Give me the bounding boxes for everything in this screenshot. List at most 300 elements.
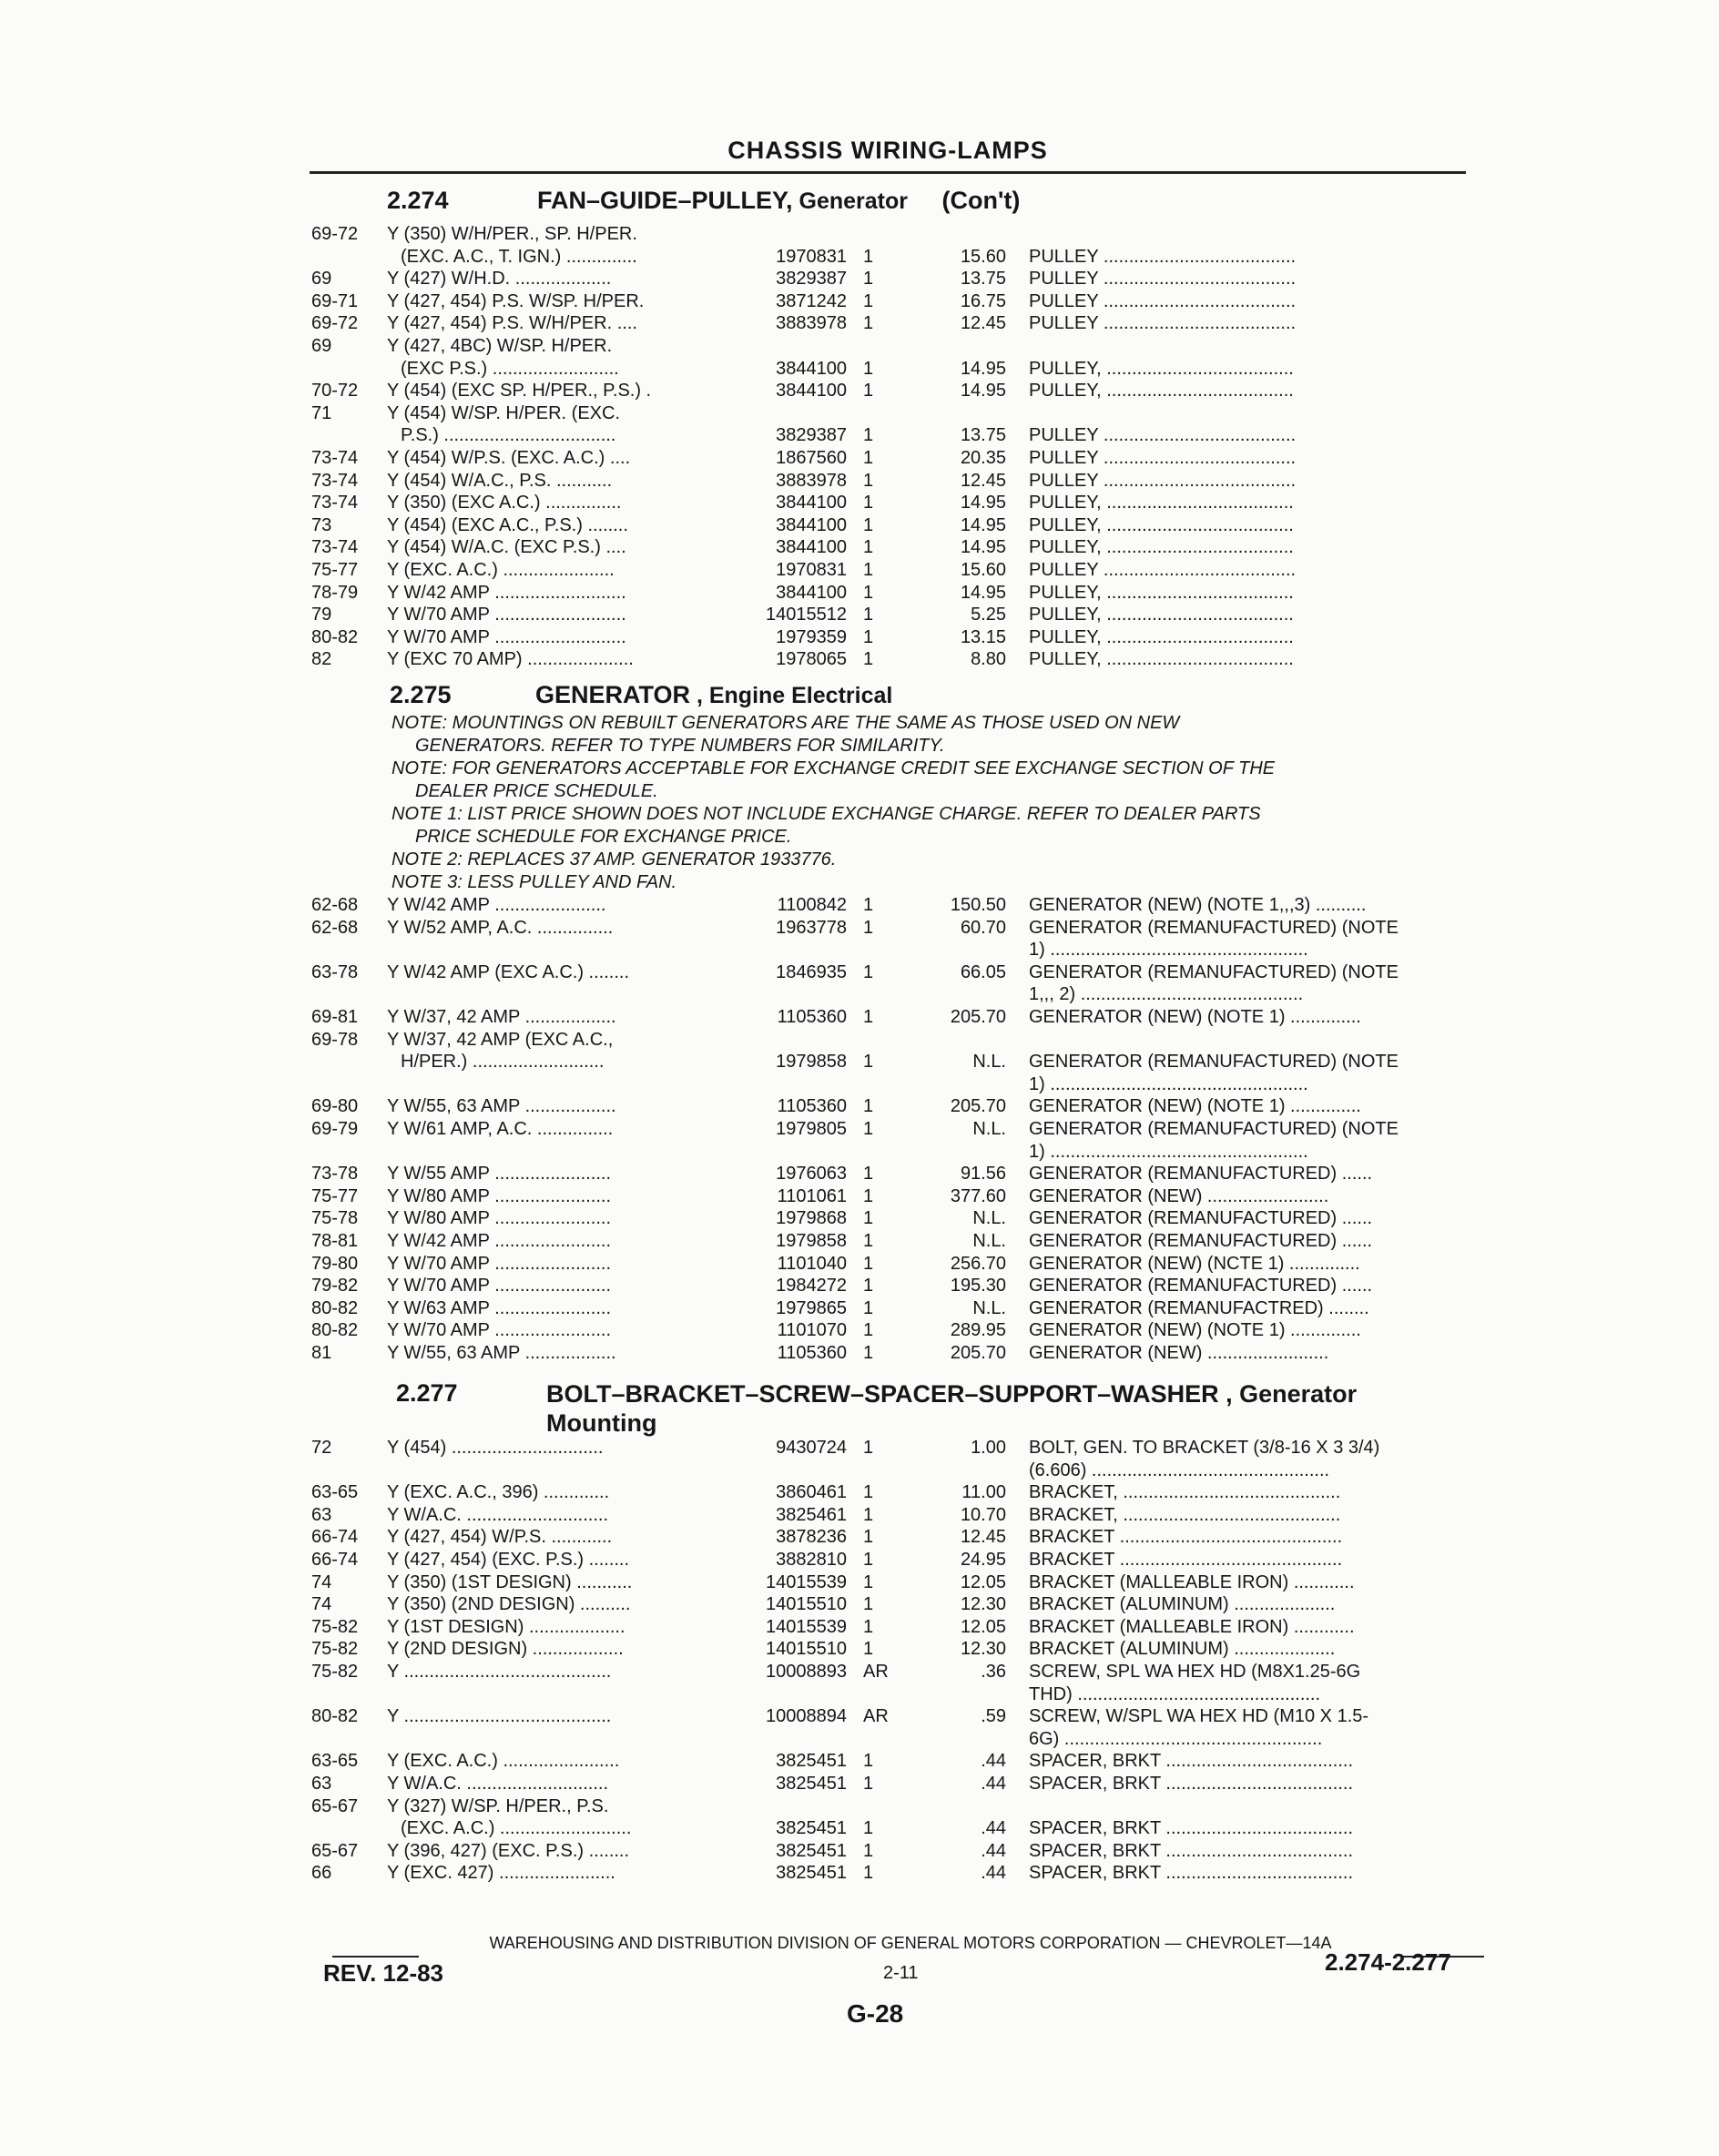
quantity: 1 bbox=[863, 358, 874, 379]
description: Y (427, 454) P.S. W/H/PER. .... bbox=[387, 313, 637, 334]
description: Y (427, 454) W/P.S. ............ bbox=[387, 1527, 613, 1548]
list-price: N.L. bbox=[972, 1231, 1006, 1251]
part-name: PULLEY, ..................................... bbox=[1029, 605, 1294, 625]
part-name: GENERATOR (REMANUFACTURED) ...... bbox=[1029, 1276, 1373, 1297]
part-name: PULLEY ...................................... bbox=[1029, 313, 1297, 334]
g-page-number: G-28 bbox=[847, 1999, 904, 2028]
description: Y (427, 454) (EXC. P.S.) ........ bbox=[387, 1550, 630, 1570]
model-years: 78-79 bbox=[311, 582, 359, 603]
quantity: 1 bbox=[863, 1482, 874, 1503]
part-number: 3825451 bbox=[776, 1840, 847, 1861]
part-name: GENERATOR (REMANUFACTRED) ........ bbox=[1029, 1297, 1369, 1318]
list-price: 205.70 bbox=[950, 1007, 1006, 1027]
description: Y (396, 427) (EXC. P.S.) ........ bbox=[387, 1840, 630, 1861]
part-name: GENERATOR (REMANUFACTURED) ...... bbox=[1029, 1231, 1373, 1251]
quantity: 1 bbox=[863, 493, 874, 514]
part-number: 3844100 bbox=[776, 537, 847, 558]
part-name: SCREW, SPL WA HEX HD (M8X1.25-6G bbox=[1029, 1662, 1361, 1682]
quantity: 1 bbox=[863, 381, 874, 402]
list-price: 289.95 bbox=[950, 1320, 1006, 1341]
part-number: 1970831 bbox=[776, 560, 847, 580]
description: Y W/42 AMP ....................... bbox=[387, 1231, 612, 1251]
part-name: BOLT, GEN. TO BRACKET (3/8-16 X 3 3/4) bbox=[1029, 1438, 1380, 1458]
description: Y (454) W/A.C. (EXC P.S.) .... bbox=[387, 537, 626, 558]
list-price: N.L. bbox=[972, 1208, 1006, 1229]
description: Y W/42 AMP (EXC A.C.) ........ bbox=[387, 961, 630, 982]
footer-rule-left bbox=[332, 1956, 419, 1958]
part-number: 3844100 bbox=[776, 493, 847, 514]
part-number: 1846935 bbox=[776, 961, 847, 982]
model-years: 75-77 bbox=[311, 1185, 359, 1206]
description: Y (EXC. A.C.) ...................... bbox=[387, 560, 615, 580]
part-number: 1978065 bbox=[776, 649, 847, 670]
part-number: 1979858 bbox=[776, 1231, 847, 1251]
model-years: 69-71 bbox=[311, 290, 359, 311]
quantity: 1 bbox=[863, 313, 874, 334]
description: Y (350) W/H/PER., SP. H/PER. bbox=[387, 224, 637, 244]
model-years: 62-68 bbox=[311, 917, 359, 938]
part-name: PULLEY, ..................................... bbox=[1029, 358, 1294, 379]
revision-date: REV. 12-83 bbox=[323, 1959, 444, 1987]
part-number: 3825451 bbox=[776, 1774, 847, 1794]
part-number: 3844100 bbox=[776, 514, 847, 535]
model-years: 75-82 bbox=[311, 1662, 359, 1682]
part-number: 14015512 bbox=[766, 605, 847, 625]
model-years: 73-74 bbox=[311, 470, 359, 491]
quantity: 1 bbox=[863, 1253, 874, 1274]
part-name: PULLEY ...................................... bbox=[1029, 425, 1297, 446]
model-years: 73-74 bbox=[311, 537, 359, 558]
model-years: 63 bbox=[311, 1774, 332, 1794]
model-years: 74 bbox=[311, 1594, 332, 1615]
list-price: 16.75 bbox=[960, 290, 1006, 311]
part-name: BRACKET ............................................ bbox=[1029, 1550, 1343, 1570]
quantity: AR bbox=[863, 1706, 889, 1727]
part-name: 1) ................................................... bbox=[1029, 940, 1308, 961]
description: Y W/61 AMP, A.C. ............... bbox=[387, 1119, 614, 1139]
part-number: 10008893 bbox=[766, 1662, 847, 1682]
part-number: 3825451 bbox=[776, 1863, 847, 1884]
note-line: NOTE 2: REPLACES 37 AMP. GENERATOR 1933776. bbox=[392, 849, 837, 870]
part-number: 1100842 bbox=[777, 895, 847, 915]
description: Y (2ND DESIGN) .................. bbox=[387, 1639, 624, 1660]
description: Y W/A.C. ............................ bbox=[387, 1504, 609, 1525]
part-number: 1101070 bbox=[777, 1320, 847, 1341]
part-number: 1867560 bbox=[776, 448, 847, 468]
quantity: 1 bbox=[863, 1343, 874, 1363]
part-name: (6.606) ............................................... bbox=[1029, 1459, 1330, 1480]
model-years: 80-82 bbox=[311, 1297, 359, 1318]
list-price: 14.95 bbox=[960, 582, 1006, 603]
part-number: 14015510 bbox=[766, 1639, 847, 1660]
description: Y W/63 AMP ....................... bbox=[387, 1297, 612, 1318]
description: Y (327) W/SP. H/PER., P.S. bbox=[387, 1795, 609, 1816]
list-price: 13.15 bbox=[960, 626, 1006, 647]
model-years: 74 bbox=[311, 1571, 332, 1592]
quantity: 1 bbox=[863, 470, 874, 491]
list-price: .44 bbox=[981, 1863, 1006, 1884]
note-line: DEALER PRICE SCHEDULE. bbox=[415, 781, 658, 801]
part-number: 3844100 bbox=[776, 358, 847, 379]
quantity: 1 bbox=[863, 1276, 874, 1297]
model-years: 66-74 bbox=[311, 1527, 359, 1548]
quantity: 1 bbox=[863, 1231, 874, 1251]
description: Y (454) (EXC A.C., P.S.) ........ bbox=[387, 514, 628, 535]
part-number: 1101061 bbox=[777, 1185, 847, 1206]
quantity: 1 bbox=[863, 1052, 874, 1073]
part-name: PULLEY ...................................... bbox=[1029, 246, 1297, 267]
list-price: 66.05 bbox=[960, 961, 1006, 982]
quantity: 1 bbox=[863, 1571, 874, 1592]
part-name: GENERATOR (NEW) ........................ bbox=[1029, 1343, 1329, 1363]
part-name: PULLEY ...................................... bbox=[1029, 269, 1297, 290]
quantity: 1 bbox=[863, 1751, 874, 1772]
list-price: 14.95 bbox=[960, 514, 1006, 535]
model-years: 82 bbox=[311, 649, 332, 670]
part-number: 14015539 bbox=[766, 1616, 847, 1637]
part-number: 1105360 bbox=[777, 1096, 847, 1117]
model-years: 65-67 bbox=[311, 1795, 359, 1816]
part-number: 3829387 bbox=[776, 269, 847, 290]
part-name: PULLEY, ..................................... bbox=[1029, 381, 1294, 402]
part-name: SPACER, BRKT ..................................... bbox=[1029, 1751, 1354, 1772]
quantity: AR bbox=[863, 1662, 889, 1682]
list-price: N.L. bbox=[972, 1297, 1006, 1318]
quantity: 1 bbox=[863, 269, 874, 290]
list-price: 14.95 bbox=[960, 381, 1006, 402]
section-subtitle: , Generator bbox=[1218, 1380, 1358, 1408]
section-title-main: FAN–GUIDE–PULLEY, bbox=[537, 187, 793, 214]
part-name: 1,,, 2) ............................................ bbox=[1029, 984, 1304, 1005]
list-price: 13.75 bbox=[960, 269, 1006, 290]
part-name: GENERATOR (NEW) (NOTE 1) .............. bbox=[1029, 1096, 1361, 1117]
description: Y (EXC. 427) ....................... bbox=[387, 1863, 615, 1884]
part-name: BRACKET (ALUMINUM) .................... bbox=[1029, 1639, 1336, 1660]
model-years: 70-72 bbox=[311, 381, 359, 402]
description: Y W/52 AMP, A.C. ............... bbox=[387, 917, 614, 938]
model-years: 65-67 bbox=[311, 1840, 359, 1861]
model-years: 73 bbox=[311, 514, 332, 535]
model-years: 69-80 bbox=[311, 1096, 359, 1117]
part-name: PULLEY, ..................................... bbox=[1029, 514, 1294, 535]
section-range: 2.274-2.277 bbox=[1325, 1948, 1451, 1976]
quantity: 1 bbox=[863, 1297, 874, 1318]
section-subtitle: Generator bbox=[792, 188, 908, 214]
description: Y (454) (EXC SP. H/PER., P.S.) . bbox=[387, 381, 652, 402]
list-price: 12.30 bbox=[960, 1594, 1006, 1615]
part-name: SCREW, W/SPL WA HEX HD (M10 X 1.5- bbox=[1029, 1706, 1369, 1727]
description: Y (350) (EXC A.C.) ............... bbox=[387, 493, 622, 514]
list-price: 195.30 bbox=[950, 1276, 1006, 1297]
list-price: 14.95 bbox=[960, 358, 1006, 379]
part-name: 6G) ................................................... bbox=[1029, 1728, 1323, 1749]
page-header-title: CHASSIS WIRING-LAMPS bbox=[727, 137, 1048, 164]
description: (EXC P.S.) ......................... bbox=[401, 358, 619, 379]
part-number: 3860461 bbox=[776, 1482, 847, 1503]
description: Y W/42 AMP ...................... bbox=[387, 895, 606, 915]
quantity: 1 bbox=[863, 290, 874, 311]
model-years: 78-81 bbox=[311, 1231, 359, 1251]
list-price: .44 bbox=[981, 1751, 1006, 1772]
quantity: 1 bbox=[863, 537, 874, 558]
quantity: 1 bbox=[863, 448, 874, 468]
part-name: PULLEY, ..................................... bbox=[1029, 582, 1294, 603]
model-years: 80-82 bbox=[311, 1320, 359, 1341]
list-price: 12.30 bbox=[960, 1639, 1006, 1660]
part-name: GENERATOR (NEW) (NOTE 1,,,3) .......... bbox=[1029, 895, 1367, 915]
part-number: 14015510 bbox=[766, 1594, 847, 1615]
part-number: 1976063 bbox=[776, 1164, 847, 1185]
description: Y (454) W/A.C., P.S. ........... bbox=[387, 470, 613, 491]
description: (EXC. A.C.) .......................... bbox=[401, 1818, 632, 1839]
quantity: 1 bbox=[863, 1818, 874, 1839]
part-name: PULLEY ...................................... bbox=[1029, 560, 1297, 580]
model-years: 66 bbox=[311, 1863, 332, 1884]
model-years: 69-81 bbox=[311, 1007, 359, 1027]
note-line: NOTE 3: LESS PULLEY AND FAN. bbox=[392, 872, 677, 892]
model-years: 81 bbox=[311, 1343, 332, 1363]
part-name: GENERATOR (REMANUFACTURED) ...... bbox=[1029, 1164, 1373, 1185]
section-number: 2.274 bbox=[387, 187, 449, 214]
quantity: 1 bbox=[863, 1208, 874, 1229]
section-number: 2.275 bbox=[390, 681, 452, 708]
part-name: BRACKET (ALUMINUM) .................... bbox=[1029, 1594, 1336, 1615]
description: Y (454) W/SP. H/PER. (EXC. bbox=[387, 402, 621, 423]
section-title-line2: Mounting bbox=[546, 1409, 657, 1437]
part-name: GENERATOR (NEW) (NOTE 1) .............. bbox=[1029, 1320, 1361, 1341]
description: Y W/80 AMP ....................... bbox=[387, 1185, 612, 1206]
description: Y W/70 AMP .......................... bbox=[387, 605, 626, 625]
note-line: NOTE: MOUNTINGS ON REBUILT GENERATORS ARE THE SAME AS THOSE USED ON NEW bbox=[392, 713, 1180, 733]
quantity: 1 bbox=[863, 605, 874, 625]
list-price: 10.70 bbox=[960, 1504, 1006, 1525]
part-name: SPACER, BRKT ..................................... bbox=[1029, 1863, 1354, 1884]
model-years: 75-78 bbox=[311, 1208, 359, 1229]
model-years: 79 bbox=[311, 605, 332, 625]
description: Y (427) W/H.D. ................... bbox=[387, 269, 612, 290]
list-price: .36 bbox=[981, 1662, 1006, 1682]
part-name: GENERATOR (REMANUFACTURED) (NOTE bbox=[1029, 1119, 1399, 1139]
quantity: 1 bbox=[863, 1119, 874, 1139]
quantity: 1 bbox=[863, 626, 874, 647]
description: Y (1ST DESIGN) ................... bbox=[387, 1616, 626, 1637]
part-number: 1970831 bbox=[776, 246, 847, 267]
description: Y (454) .............................. bbox=[387, 1438, 604, 1458]
part-number: 3871242 bbox=[776, 290, 847, 311]
list-price: .59 bbox=[981, 1706, 1006, 1727]
quantity: 1 bbox=[863, 1527, 874, 1548]
model-years: 69 bbox=[311, 269, 332, 290]
part-number: 1963778 bbox=[776, 917, 847, 938]
part-name: PULLEY ...................................... bbox=[1029, 448, 1297, 468]
description: Y W/70 AMP ....................... bbox=[387, 1276, 612, 1297]
part-name: PULLEY, ..................................... bbox=[1029, 626, 1294, 647]
quantity: 1 bbox=[863, 1320, 874, 1341]
section-title-main: GENERATOR bbox=[535, 681, 691, 708]
quantity: 1 bbox=[863, 895, 874, 915]
model-years: 73-74 bbox=[311, 493, 359, 514]
model-years: 75-82 bbox=[311, 1639, 359, 1660]
description: Y W/55 AMP ....................... bbox=[387, 1164, 612, 1185]
quantity: 1 bbox=[863, 560, 874, 580]
part-number: 3825461 bbox=[776, 1504, 847, 1525]
description: Y W/A.C. ............................ bbox=[387, 1774, 609, 1794]
model-years: 75-77 bbox=[311, 560, 359, 580]
model-years: 63 bbox=[311, 1504, 332, 1525]
model-years: 63-65 bbox=[311, 1482, 359, 1503]
quantity: 1 bbox=[863, 1774, 874, 1794]
description: Y (350) (2ND DESIGN) .......... bbox=[387, 1594, 631, 1615]
part-name: SPACER, BRKT ..................................... bbox=[1029, 1840, 1354, 1861]
list-price: 12.05 bbox=[960, 1571, 1006, 1592]
quantity: 1 bbox=[863, 917, 874, 938]
model-years: 71 bbox=[311, 402, 332, 423]
part-number: 1979858 bbox=[776, 1052, 847, 1073]
description: Y (454) W/P.S. (EXC. A.C.) .... bbox=[387, 448, 631, 468]
quantity: 1 bbox=[863, 1007, 874, 1027]
part-name: BRACKET (MALLEABLE IRON) ............ bbox=[1029, 1616, 1355, 1637]
part-number: 1979359 bbox=[776, 626, 847, 647]
part-number: 3844100 bbox=[776, 381, 847, 402]
note-line: PRICE SCHEDULE FOR EXCHANGE PRICE. bbox=[415, 827, 792, 847]
model-years: 79-80 bbox=[311, 1253, 359, 1274]
part-number: 14015539 bbox=[766, 1571, 847, 1592]
model-years: 72 bbox=[311, 1438, 332, 1458]
part-number: 9430724 bbox=[776, 1438, 847, 1458]
description: Y W/55, 63 AMP .................. bbox=[387, 1343, 616, 1363]
generator-notes bbox=[392, 712, 1466, 894]
part-name: GENERATOR (REMANUFACTURED) (NOTE bbox=[1029, 961, 1399, 982]
section-title bbox=[546, 1379, 1466, 1438]
description: Y W/55, 63 AMP .................. bbox=[387, 1096, 616, 1117]
list-price: 150.50 bbox=[950, 895, 1006, 915]
description: Y (350) (1ST DESIGN) ........... bbox=[387, 1571, 633, 1592]
list-price: 12.05 bbox=[960, 1616, 1006, 1637]
list-price: 60.70 bbox=[960, 917, 1006, 938]
description: Y W/37, 42 AMP (EXC A.C., bbox=[387, 1029, 614, 1050]
quantity: 1 bbox=[863, 961, 874, 982]
quantity: 1 bbox=[863, 649, 874, 670]
note-line: NOTE 1: LIST PRICE SHOWN DOES NOT INCLUDE EXCHANGE CHARGE. REFER TO DEALER PARTS bbox=[392, 804, 1261, 824]
model-years: 69-72 bbox=[311, 313, 359, 334]
quantity: 1 bbox=[863, 1550, 874, 1570]
part-name: SPACER, BRKT ..................................... bbox=[1029, 1774, 1354, 1794]
model-years: 69-79 bbox=[311, 1119, 359, 1139]
note-line: GENERATORS. REFER TO TYPE NUMBERS FOR SIMILARITY. bbox=[415, 736, 945, 756]
quantity: 1 bbox=[863, 425, 874, 446]
model-years: 73-74 bbox=[311, 448, 359, 468]
section-title bbox=[537, 187, 1475, 215]
model-years: 66-74 bbox=[311, 1550, 359, 1570]
list-price: 1.00 bbox=[971, 1438, 1006, 1458]
list-price: 15.60 bbox=[960, 246, 1006, 267]
part-name: SPACER, BRKT ..................................... bbox=[1029, 1818, 1354, 1839]
list-price: N.L. bbox=[972, 1052, 1006, 1073]
description: Y (EXC 70 AMP) ..................... bbox=[387, 649, 634, 670]
quantity: 1 bbox=[863, 582, 874, 603]
part-number: 3825451 bbox=[776, 1751, 847, 1772]
page-number: 2-11 bbox=[883, 1963, 919, 1983]
section-number: 2.277 bbox=[396, 1379, 458, 1407]
part-number: 10008894 bbox=[766, 1706, 847, 1727]
section-title bbox=[535, 681, 1473, 709]
note-line: NOTE: FOR GENERATORS ACCEPTABLE FOR EXCHANGE CREDIT SEE EXCHANGE SECTION OF THE bbox=[392, 758, 1276, 778]
part-name: PULLEY, ..................................... bbox=[1029, 649, 1294, 670]
description: Y (427, 4BC) W/SP. H/PER. bbox=[387, 336, 613, 356]
part-name: 1) ................................................... bbox=[1029, 1073, 1308, 1094]
part-name: GENERATOR (NEW) (NCTE 1) .............. bbox=[1029, 1253, 1360, 1274]
description: Y (427, 454) P.S. W/SP. H/PER. bbox=[387, 290, 645, 311]
list-price: 20.35 bbox=[960, 448, 1006, 468]
list-price: 12.45 bbox=[960, 470, 1006, 491]
quantity: 1 bbox=[863, 1164, 874, 1185]
description: P.S.) .................................. bbox=[401, 425, 616, 446]
part-number: 1979805 bbox=[776, 1119, 847, 1139]
model-years: 62-68 bbox=[311, 895, 359, 915]
part-number: 1984272 bbox=[776, 1276, 847, 1297]
section-subtitle: , Engine Electrical bbox=[690, 683, 893, 708]
list-price: 14.95 bbox=[960, 493, 1006, 514]
quantity: 1 bbox=[863, 514, 874, 535]
description: (EXC. A.C., T. IGN.) .............. bbox=[401, 246, 637, 267]
list-price: 13.75 bbox=[960, 425, 1006, 446]
part-name: GENERATOR (REMANUFACTURED) (NOTE bbox=[1029, 1052, 1399, 1073]
part-number: 1105360 bbox=[777, 1343, 847, 1363]
model-years: 63-65 bbox=[311, 1751, 359, 1772]
list-price: 8.80 bbox=[971, 649, 1006, 670]
part-name: 1) ................................................... bbox=[1029, 1141, 1308, 1162]
part-number: 3878236 bbox=[776, 1527, 847, 1548]
quantity: 1 bbox=[863, 1594, 874, 1615]
section-continued: (Con't) bbox=[941, 187, 1021, 214]
list-price: 15.60 bbox=[960, 560, 1006, 580]
description: Y (EXC. A.C.) ....................... bbox=[387, 1751, 620, 1772]
part-name: BRACKET ............................................ bbox=[1029, 1527, 1343, 1548]
model-years: 80-82 bbox=[311, 626, 359, 647]
description: Y W/70 AMP ....................... bbox=[387, 1253, 612, 1274]
model-years: 63-78 bbox=[311, 961, 359, 982]
part-number: 3825451 bbox=[776, 1818, 847, 1839]
part-name: GENERATOR (NEW) ........................ bbox=[1029, 1185, 1329, 1206]
model-years: 75-82 bbox=[311, 1616, 359, 1637]
quantity: 1 bbox=[863, 1504, 874, 1525]
model-years: 80-82 bbox=[311, 1706, 359, 1727]
section-title-main: BOLT–BRACKET–SCREW–SPACER–SUPPORT–WASHER bbox=[546, 1380, 1219, 1408]
part-number: 3829387 bbox=[776, 425, 847, 446]
description: Y (EXC. A.C., 396) ............. bbox=[387, 1482, 610, 1503]
part-name: PULLEY ...................................... bbox=[1029, 290, 1297, 311]
description: Y ......................................... bbox=[387, 1706, 612, 1727]
part-number: 1101040 bbox=[777, 1253, 847, 1274]
header-rule bbox=[310, 171, 1466, 174]
list-price: 14.95 bbox=[960, 537, 1006, 558]
part-name: PULLEY, ..................................... bbox=[1029, 493, 1294, 514]
list-price: N.L. bbox=[972, 1119, 1006, 1139]
quantity: 1 bbox=[863, 246, 874, 267]
list-price: 91.56 bbox=[960, 1164, 1006, 1185]
quantity: 1 bbox=[863, 1438, 874, 1458]
list-price: 12.45 bbox=[960, 1527, 1006, 1548]
description: Y W/80 AMP ....................... bbox=[387, 1208, 612, 1229]
model-years: 79-82 bbox=[311, 1276, 359, 1297]
part-name: PULLEY ...................................... bbox=[1029, 470, 1297, 491]
list-price: .44 bbox=[981, 1818, 1006, 1839]
description: Y W/42 AMP .......................... bbox=[387, 582, 626, 603]
list-price: 24.95 bbox=[960, 1550, 1006, 1570]
part-number: 1105360 bbox=[777, 1007, 847, 1027]
part-number: 1979865 bbox=[776, 1297, 847, 1318]
model-years: 69-72 bbox=[311, 224, 359, 244]
